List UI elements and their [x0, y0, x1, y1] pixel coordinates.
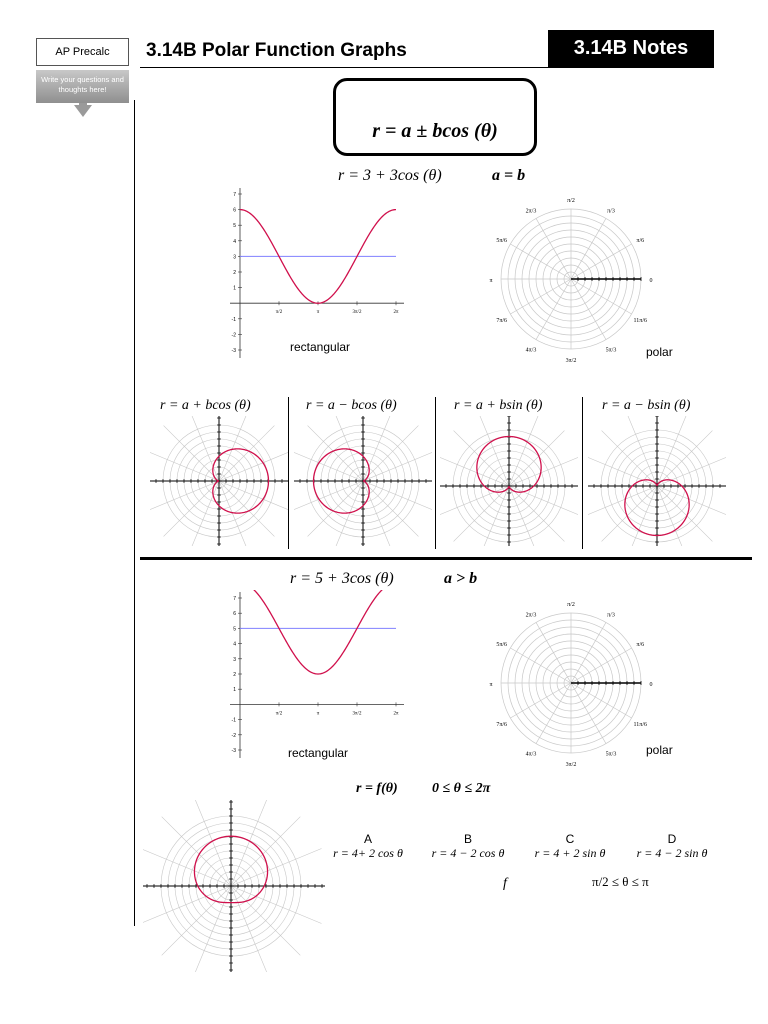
notes-badge: 3.14B Notes: [548, 30, 714, 67]
polar-spoke: [509, 486, 564, 541]
polar-angle-label: 11π/6: [633, 722, 648, 728]
polar-angle-label: π: [489, 278, 493, 284]
choice-c-formula: r = 4 + 2 sin θ: [534, 846, 606, 860]
polar-angle-label: 5π/6: [496, 238, 508, 244]
polar-spoke: [189, 416, 219, 481]
polar-spoke: [536, 218, 571, 279]
choice-c-letter: C: [565, 832, 575, 846]
course-label: AP Precalc: [36, 38, 129, 66]
rect-label-1: rectangular: [290, 340, 351, 354]
polar-spoke: [571, 683, 606, 744]
polar-spoke: [164, 426, 219, 481]
x-tick-label: 2π: [393, 310, 399, 316]
y-tick-label: 4: [233, 641, 236, 648]
polar-angle-label: 5π/3: [605, 751, 617, 758]
section2-condition: a > b: [444, 570, 478, 587]
polar-angle-label: 7π/6: [496, 318, 508, 324]
polar-spoke: [162, 886, 231, 955]
polar-angle-label: 2π/3: [525, 612, 537, 619]
polar-spoke: [454, 486, 509, 541]
y-tick-label: 7: [233, 596, 236, 602]
polar-spoke: [308, 481, 363, 536]
variant-graph-4: [588, 416, 726, 546]
polar-spoke: [363, 416, 393, 481]
polar-angle-label: 11π/6: [633, 318, 648, 324]
polar-spoke: [510, 683, 571, 718]
polar-spoke: [602, 486, 657, 541]
polar-spoke: [627, 486, 657, 546]
polar-angle-label: 3π/2: [565, 358, 577, 364]
polar-spoke: [231, 886, 322, 924]
polar-spoke: [510, 648, 571, 683]
choice-d: [630, 832, 714, 861]
y-tick-label: -1: [231, 316, 236, 323]
notes-prompt: Write your questions and thoughts here!: [36, 70, 129, 103]
y-tick-label: 4: [233, 238, 236, 245]
choice-d-formula: r = 4 − 2 sin θ: [636, 846, 708, 860]
x-tick-label: π/2: [275, 711, 283, 717]
choice-a: [326, 832, 410, 861]
polar-angle-label: π/6: [636, 642, 645, 648]
polar-graph-2: [482, 594, 660, 772]
title-rule: [140, 67, 714, 68]
polar-spoke: [363, 481, 418, 536]
y-tick-label: 3: [233, 656, 236, 663]
choice-a-formula: r = 4+ 2 cos θ: [333, 846, 403, 860]
polar-angle-label: π/3: [607, 612, 615, 619]
variant-graph-2: [294, 416, 432, 546]
f-label: f: [503, 876, 507, 891]
x-tick-label: π/2: [275, 310, 283, 316]
rect-graph-1: [228, 186, 404, 362]
variant-separator: [288, 397, 289, 549]
section3-domain: 0 ≤ θ ≤ 2π: [432, 781, 491, 796]
variant-equation-4: r = a − bsin (θ): [602, 398, 691, 413]
polar-label-2: polar: [646, 743, 673, 757]
polar-spoke: [363, 481, 393, 546]
y-tick-label: 1: [233, 687, 236, 694]
polar-spoke: [571, 648, 632, 683]
polar-angle-label: π/3: [607, 208, 615, 215]
polar-spoke: [571, 279, 632, 314]
choice-b: [426, 832, 510, 861]
x-tick-label: π: [316, 310, 320, 316]
section1-equation: r = 3 + 3cos (θ): [338, 167, 442, 184]
polar-spoke: [571, 244, 632, 279]
polar-spoke: [454, 431, 509, 486]
polar-graph-1: [482, 186, 660, 364]
polar-angle-label: 2π/3: [525, 208, 537, 215]
polar-angle-label: 4π/3: [525, 751, 537, 758]
choice-a-letter: A: [363, 832, 372, 846]
variant-graph-3: [440, 416, 578, 546]
polar-spoke: [219, 426, 274, 481]
y-tick-label: 7: [233, 192, 236, 198]
polar-angle-label: 5π/3: [605, 347, 617, 354]
variant-equation-1: r = a + bcos (θ): [160, 398, 251, 413]
polar-angle-label: π/6: [636, 238, 645, 244]
polar-angle-label: 7π/6: [496, 722, 508, 728]
y-tick-label: -2: [231, 732, 236, 739]
polar-spoke: [571, 622, 606, 683]
polar-spoke: [479, 486, 509, 546]
margin-divider: [134, 100, 135, 926]
section3-polar-graph: [143, 800, 325, 972]
polar-angle-label: π/2: [567, 602, 575, 608]
rect-curve: [240, 590, 396, 674]
main-formula: r = a ± bcos (θ): [333, 78, 537, 156]
choice-d-letter: D: [667, 832, 677, 846]
polar-spoke: [308, 426, 363, 481]
y-tick-label: 1: [233, 285, 236, 292]
variant-separator: [582, 397, 583, 549]
x-tick-label: 2π: [393, 711, 399, 717]
x-tick-label: π: [316, 711, 320, 717]
y-tick-label: -3: [231, 348, 236, 354]
y-tick-label: 5: [233, 223, 236, 230]
section1-condition: a = b: [492, 167, 526, 184]
variant-equation-3: r = a + bsin (θ): [454, 398, 543, 413]
polar-angle-label: 0: [649, 278, 653, 284]
choice-b-letter: B: [463, 832, 472, 846]
polar-spoke: [536, 622, 571, 683]
polar-spoke: [657, 431, 712, 486]
polar-angle-label: π: [489, 682, 493, 688]
polar-spoke: [571, 218, 606, 279]
choice-c: [528, 832, 612, 861]
section3-equation: r = f(θ): [356, 781, 398, 796]
y-tick-label: 2: [233, 270, 236, 276]
y-tick-label: 5: [233, 626, 236, 633]
interval-label: π/2 ≤ θ ≤ π: [592, 874, 649, 889]
polar-spoke: [231, 848, 322, 886]
polar-label-1: polar: [646, 345, 673, 359]
y-tick-label: 3: [233, 254, 236, 261]
rect-graph-2: [228, 590, 404, 762]
variant-graph-1: [150, 416, 288, 546]
polar-spoke: [510, 279, 571, 314]
polar-spoke: [363, 426, 418, 481]
polar-spoke: [571, 683, 632, 718]
polar-spoke: [231, 886, 300, 955]
y-tick-label: -1: [231, 717, 236, 724]
polar-spoke: [231, 817, 300, 886]
polar-spoke: [509, 431, 564, 486]
rect-label-2: rectangular: [288, 746, 349, 760]
page-title: 3.14B Polar Function Graphs: [146, 40, 407, 61]
x-tick-label: 3π/2: [352, 310, 362, 316]
polar-spoke: [602, 431, 657, 486]
choice-b-formula: r = 4 − 2 cos θ: [431, 846, 505, 860]
polar-angle-label: 4π/3: [525, 347, 537, 354]
x-tick-label: 3π/2: [352, 711, 362, 717]
arrow-down-icon-head: [74, 105, 92, 117]
variant-separator: [435, 397, 436, 549]
polar-spoke: [510, 244, 571, 279]
y-tick-label: -2: [231, 332, 236, 339]
polar-spoke: [164, 481, 219, 536]
y-tick-label: -3: [231, 748, 236, 754]
polar-spoke: [189, 481, 219, 546]
y-tick-label: 6: [233, 611, 236, 618]
polar-spoke: [162, 817, 231, 886]
polar-spoke: [657, 486, 687, 546]
polar-angle-label: 5π/6: [496, 642, 508, 648]
variant-equation-2: r = a − bcos (θ): [306, 398, 397, 413]
y-tick-label: 6: [233, 207, 236, 214]
polar-spoke: [536, 279, 571, 340]
polar-angle-label: 3π/2: [565, 762, 577, 768]
polar-angle-label: 0: [649, 682, 653, 688]
polar-spoke: [536, 683, 571, 744]
polar-angle-label: π/2: [567, 198, 575, 204]
y-tick-label: 2: [233, 672, 236, 678]
polar-spoke: [219, 481, 274, 536]
section2-equation: r = 5 + 3cos (θ): [290, 570, 394, 587]
polar-spoke: [571, 279, 606, 340]
section-divider: [140, 557, 752, 560]
polar-spoke: [509, 486, 539, 546]
polar-spoke: [657, 486, 712, 541]
